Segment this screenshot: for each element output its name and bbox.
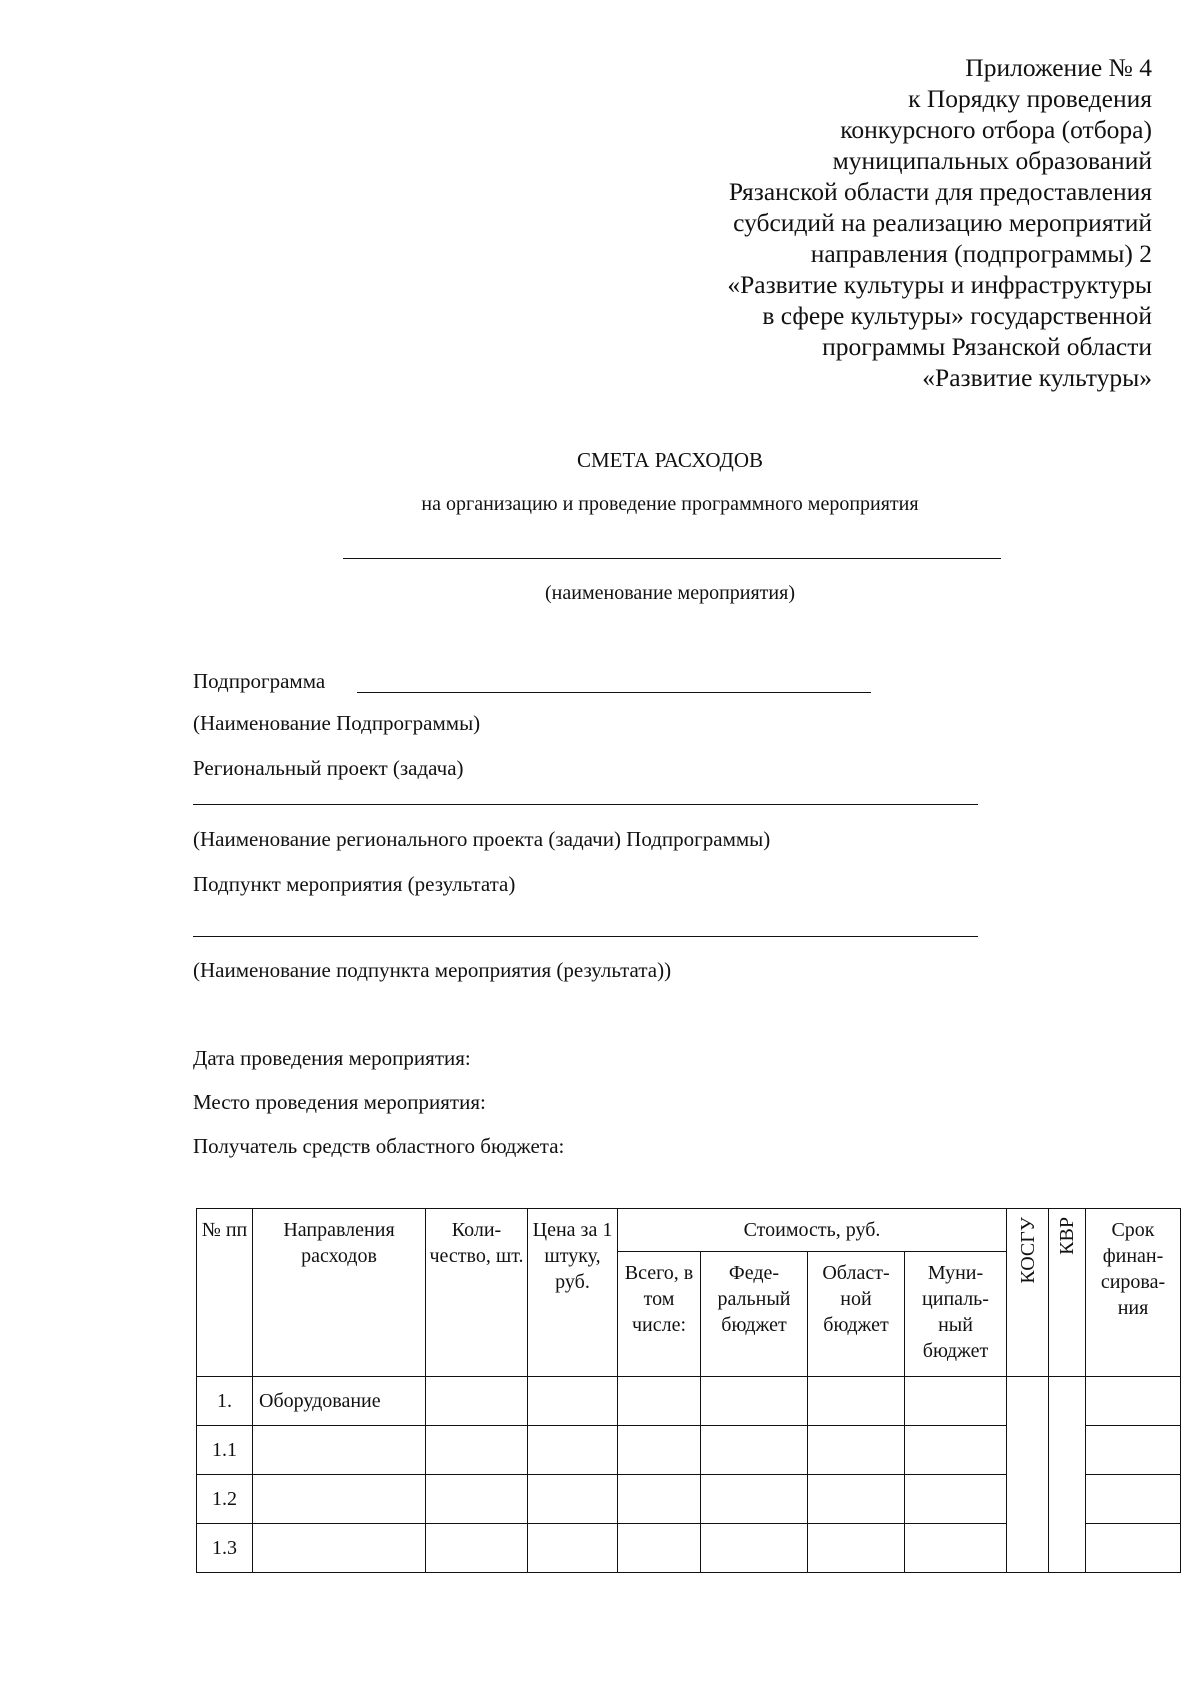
appendix-header <box>727 52 1152 393</box>
regional-project-caption: (Наименование регионального проекта (задачи) Подпрограммы) <box>193 827 771 851</box>
row-direction[interactable] <box>253 1524 426 1573</box>
row-num: 1. <box>197 1377 253 1426</box>
col-header-kosgu <box>1007 1209 1049 1377</box>
row-municipal-cell[interactable] <box>905 1426 1007 1475</box>
row-qty-cell[interactable] <box>426 1377 528 1426</box>
kosgu-cell[interactable] <box>1007 1377 1049 1573</box>
col-header-srok: Срок финан-сирова-ния <box>1086 1209 1181 1377</box>
document-subtitle: на организацию и проведение программного мероприятия <box>421 493 919 515</box>
row-municipal-cell[interactable] <box>905 1475 1007 1524</box>
row-total-cell[interactable] <box>618 1524 701 1573</box>
col-header-price: Цена за 1 штуку, руб. <box>528 1209 618 1377</box>
row-qty-cell[interactable] <box>426 1524 528 1573</box>
row-federal-cell[interactable] <box>701 1524 808 1573</box>
row-direction[interactable] <box>253 1475 426 1524</box>
row-total-cell[interactable] <box>618 1377 701 1426</box>
col-header-cost-group: Стоимость, руб. <box>618 1209 1007 1252</box>
row-price-cell[interactable] <box>528 1377 618 1426</box>
row-qty-cell[interactable] <box>426 1426 528 1475</box>
row-federal-cell[interactable] <box>701 1426 808 1475</box>
event-name-line[interactable] <box>343 558 1001 559</box>
row-price-cell[interactable] <box>528 1524 618 1573</box>
row-price-cell[interactable] <box>528 1426 618 1475</box>
row-regional-cell[interactable] <box>808 1426 905 1475</box>
col-header-total: Всего, в том числе: <box>618 1252 701 1377</box>
document-title: СМЕТА РАСХОДОВ <box>577 448 763 472</box>
row-num: 1.1 <box>197 1426 253 1475</box>
row-regional-cell[interactable] <box>808 1524 905 1573</box>
row-total-cell[interactable] <box>618 1475 701 1524</box>
appendix-line: к Порядку проведения <box>908 84 1152 113</box>
kvr-label: КВР <box>1056 1217 1078 1255</box>
subitem-label: Подпункт мероприятия (результата) <box>193 872 516 896</box>
row-num: 1.3 <box>197 1524 253 1573</box>
appendix-line: «Развитие культуры и инфраструктуры <box>727 270 1152 299</box>
regional-project-input-line[interactable] <box>193 804 978 805</box>
appendix-line: Приложение № 4 <box>965 53 1152 82</box>
event-name-caption: (наименование мероприятия) <box>545 582 795 604</box>
subprogram-input-line[interactable] <box>357 692 871 693</box>
row-regional-cell[interactable] <box>808 1377 905 1426</box>
subprogram-label: Подпрограмма <box>193 669 326 693</box>
appendix-line: Рязанской области для предоставления <box>728 177 1152 206</box>
row-municipal-cell[interactable] <box>905 1377 1007 1426</box>
subitem-caption: (Наименование подпункта мероприятия (результата)) <box>193 958 672 982</box>
row-federal-cell[interactable] <box>701 1475 808 1524</box>
col-header-kvr <box>1049 1209 1086 1377</box>
row-srok-cell[interactable] <box>1086 1377 1181 1426</box>
row-total-cell[interactable] <box>618 1426 701 1475</box>
appendix-line: направления (подпрограммы) 2 <box>810 239 1152 268</box>
appendix-line: конкурсного отбора (отбора) <box>840 115 1152 144</box>
col-header-regional: Област-ной бюджет <box>808 1252 905 1377</box>
appendix-line: «Развитие культуры» <box>922 363 1152 392</box>
estimate-table <box>196 1208 1181 1573</box>
kosgu-label: КОСГУ <box>1016 1217 1039 1284</box>
row-municipal-cell[interactable] <box>905 1524 1007 1573</box>
appendix-line: в сфере культуры» государственной <box>762 301 1152 330</box>
row-num: 1.2 <box>197 1475 253 1524</box>
row-srok-cell[interactable] <box>1086 1426 1181 1475</box>
col-header-num: № пп <box>197 1209 253 1377</box>
kvr-cell[interactable] <box>1049 1377 1086 1573</box>
regional-project-label: Региональный проект (задача) <box>193 756 464 780</box>
subitem-input-line[interactable] <box>193 936 978 937</box>
row-srok-cell[interactable] <box>1086 1475 1181 1524</box>
row-srok-cell[interactable] <box>1086 1524 1181 1573</box>
appendix-line: субсидий на реализацию мероприятий <box>733 208 1152 237</box>
row-federal-cell[interactable] <box>701 1377 808 1426</box>
col-header-federal: Феде-ральный бюджет <box>701 1252 808 1377</box>
col-header-municipal: Муни-ципаль-ный бюджет <box>905 1252 1007 1377</box>
row-qty-cell[interactable] <box>426 1475 528 1524</box>
appendix-line: программы Рязанской области <box>822 332 1152 361</box>
row-regional-cell[interactable] <box>808 1475 905 1524</box>
row-direction[interactable]: Оборудование <box>253 1377 426 1426</box>
recipient-label: Получатель средств областного бюджета: <box>193 1134 565 1158</box>
table-row <box>197 1377 1181 1426</box>
place-label: Место проведения мероприятия: <box>193 1090 486 1114</box>
appendix-line: муниципальных образований <box>832 146 1152 175</box>
col-header-qty: Коли-чество, шт. <box>426 1209 528 1377</box>
row-price-cell[interactable] <box>528 1475 618 1524</box>
row-direction[interactable] <box>253 1426 426 1475</box>
col-header-direction: Направления расходов <box>253 1209 426 1377</box>
date-label: Дата проведения мероприятия: <box>193 1046 471 1070</box>
subprogram-caption: (Наименование Подпрограммы) <box>193 711 481 735</box>
